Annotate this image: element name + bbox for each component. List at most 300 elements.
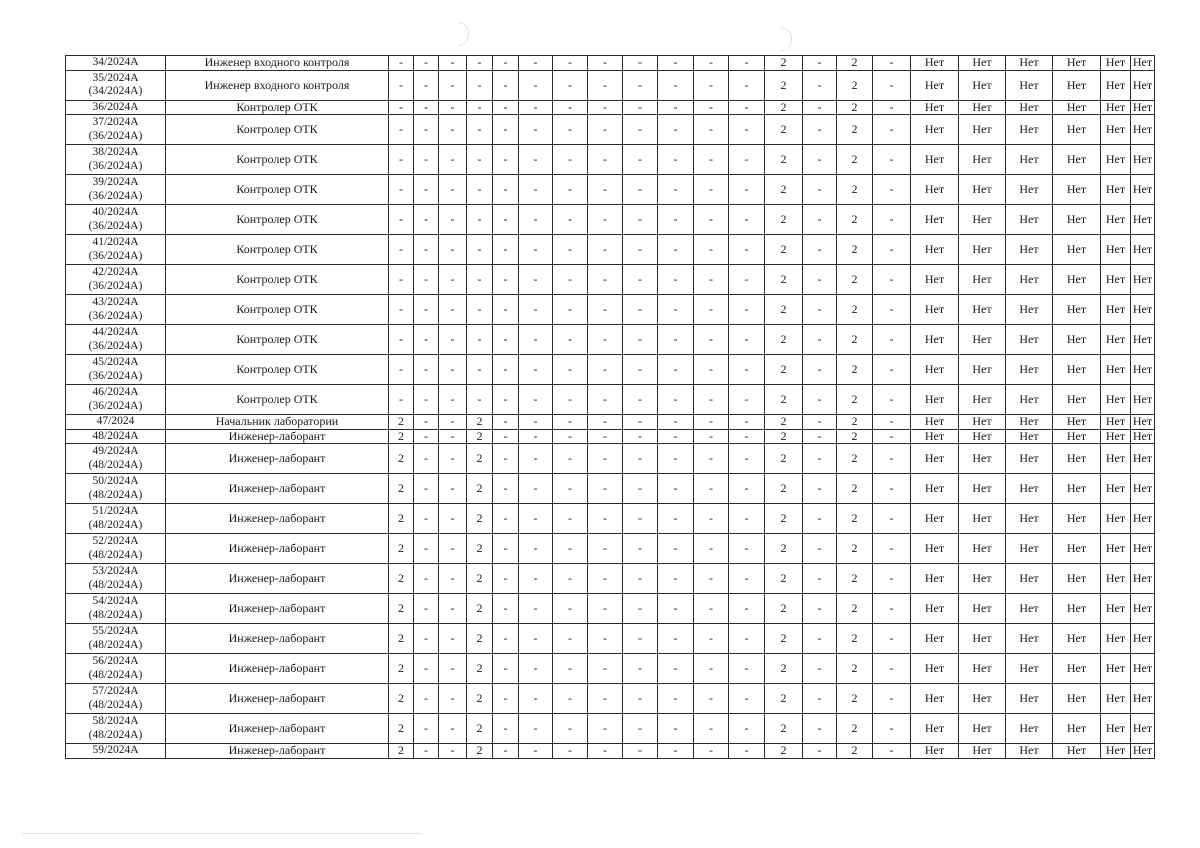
guarantee-flag-cell: Нет (1006, 534, 1053, 564)
hazard-class-cell: - (623, 744, 658, 759)
position-title-cell: Инженер-лаборант (166, 534, 389, 564)
punch-hole-mark (458, 22, 469, 46)
hazard-class-cell: - (519, 325, 553, 355)
hazard-class-cell: - (729, 385, 765, 415)
hazard-class-cell: - (658, 56, 694, 71)
hazard-class-cell: - (519, 175, 553, 205)
hazard-class-cell: - (467, 235, 493, 265)
hazard-class-cell: - (588, 624, 623, 654)
hazard-class-cell: - (414, 355, 439, 385)
hazard-class-cell: - (519, 56, 553, 71)
hazard-class-cell: - (729, 355, 765, 385)
guarantee-flag-cell: Нет (1101, 70, 1131, 100)
hazard-class-cell: - (803, 429, 837, 444)
hazard-class-cell: 2 (837, 100, 873, 115)
hazard-class-cell: 2 (837, 265, 873, 295)
hazard-class-cell: 2 (837, 235, 873, 265)
hazard-class-cell: - (729, 534, 765, 564)
hazard-class-cell: - (493, 115, 519, 145)
hazard-class-cell: - (873, 325, 911, 355)
guarantee-flag-cell: Нет (911, 415, 959, 430)
hazard-class-cell: - (873, 56, 911, 71)
guarantee-flag-cell: Нет (1006, 265, 1053, 295)
hazard-class-cell: - (493, 534, 519, 564)
hazard-class-cell: 2 (837, 70, 873, 100)
workplace-analog-number: (34/2024А) (88, 85, 143, 97)
guarantee-flag-cell: Нет (1101, 504, 1131, 534)
workplace-number: 41/2024А (92, 236, 139, 248)
guarantee-flag-cell: Нет (911, 474, 959, 504)
hazard-class-cell: - (623, 594, 658, 624)
guarantee-flag-cell: Нет (1006, 355, 1053, 385)
guarantee-flag-cell: Нет (1053, 70, 1101, 100)
hazard-class-cell: - (493, 145, 519, 175)
guarantee-flag-cell: Нет (959, 235, 1006, 265)
hazard-class-cell: - (873, 175, 911, 205)
position-title-cell: Инженер входного контроля (166, 56, 389, 71)
hazard-class-cell: - (553, 534, 588, 564)
hazard-class-cell: - (553, 100, 588, 115)
guarantee-flag-cell: Нет (911, 295, 959, 325)
hazard-class-cell: - (414, 265, 439, 295)
table-row (66, 444, 1155, 474)
hazard-class-cell: 2 (467, 714, 493, 744)
hazard-class-cell: - (439, 654, 467, 684)
guarantee-flag-cell: Нет (1131, 534, 1155, 564)
hazard-class-cell: - (467, 355, 493, 385)
table-row (66, 100, 1155, 115)
workplace-number-cell (66, 115, 166, 145)
hazard-class-cell: - (467, 175, 493, 205)
guarantee-flag-cell: Нет (1101, 115, 1131, 145)
guarantee-flag-cell: Нет (1101, 235, 1131, 265)
hazard-class-cell: - (873, 70, 911, 100)
guarantee-flag-cell: Нет (911, 70, 959, 100)
guarantee-flag-cell: Нет (1131, 115, 1155, 145)
workplace-number: 56/2024А (92, 655, 139, 667)
hazard-class-cell: 2 (837, 175, 873, 205)
hazard-class-cell: 2 (837, 474, 873, 504)
guarantee-flag-cell: Нет (1101, 684, 1131, 714)
hazard-class-cell: - (658, 355, 694, 385)
workplace-number-cell (66, 564, 166, 594)
hazard-class-cell: - (519, 415, 553, 430)
hazard-class-cell: - (493, 564, 519, 594)
guarantee-flag-cell: Нет (1006, 474, 1053, 504)
hazard-class-cell: - (694, 355, 729, 385)
guarantee-flag-cell: Нет (911, 654, 959, 684)
hazard-class-cell: - (729, 145, 765, 175)
hazard-class-cell: - (414, 295, 439, 325)
hazard-class-cell: - (694, 624, 729, 654)
hazard-class-cell: - (439, 235, 467, 265)
hazard-class-cell: - (414, 325, 439, 355)
guarantee-flag-cell: Нет (1131, 100, 1155, 115)
hazard-class-cell: - (729, 564, 765, 594)
hazard-class-cell: - (389, 295, 414, 325)
hazard-class-cell: - (803, 714, 837, 744)
hazard-class-cell: - (553, 295, 588, 325)
hazard-class-cell: - (873, 100, 911, 115)
hazard-class-cell: 2 (467, 594, 493, 624)
hazard-class-cell: 2 (837, 444, 873, 474)
guarantee-flag-cell: Нет (1131, 355, 1155, 385)
hazard-class-cell: - (493, 205, 519, 235)
hazard-class-cell: - (439, 295, 467, 325)
hazard-class-cell: - (414, 145, 439, 175)
workplace-number-cell (66, 654, 166, 684)
hazard-class-cell: - (588, 744, 623, 759)
hazard-class-cell: 2 (765, 205, 803, 235)
hazard-class-cell: - (439, 175, 467, 205)
hazard-class-cell: - (588, 325, 623, 355)
position-title-cell: Контролер ОТК (166, 115, 389, 145)
hazard-class-cell: - (694, 100, 729, 115)
hazard-class-cell: 2 (389, 714, 414, 744)
hazard-class-cell: - (623, 355, 658, 385)
guarantee-flag-cell: Нет (1053, 594, 1101, 624)
hazard-class-cell: - (519, 429, 553, 444)
hazard-class-cell: - (439, 624, 467, 654)
hazard-class-cell: - (623, 429, 658, 444)
hazard-class-cell: - (588, 295, 623, 325)
hazard-class-cell: - (467, 325, 493, 355)
hazard-class-cell: - (414, 415, 439, 430)
hazard-class-cell: - (623, 235, 658, 265)
workplace-number: 48/2024А (92, 429, 139, 442)
hazard-class-cell: - (519, 624, 553, 654)
hazard-class-cell: - (389, 235, 414, 265)
hazard-class-cell: - (729, 115, 765, 145)
table-row (66, 115, 1155, 145)
hazard-class-cell: - (873, 385, 911, 415)
hazard-class-cell: - (553, 325, 588, 355)
guarantee-flag-cell: Нет (1006, 444, 1053, 474)
hazard-class-cell: - (553, 594, 588, 624)
guarantee-flag-cell: Нет (959, 295, 1006, 325)
guarantee-flag-cell: Нет (1006, 70, 1053, 100)
hazard-class-cell: 2 (765, 534, 803, 564)
hazard-class-cell: - (493, 385, 519, 415)
hazard-class-cell: - (803, 295, 837, 325)
hazard-class-cell: - (588, 205, 623, 235)
hazard-class-cell: 2 (765, 265, 803, 295)
hazard-class-cell: - (588, 265, 623, 295)
hazard-class-cell: - (553, 444, 588, 474)
guarantee-flag-cell: Нет (1006, 684, 1053, 714)
hazard-class-cell: 2 (765, 684, 803, 714)
guarantee-flag-cell: Нет (1131, 714, 1155, 744)
hazard-class-cell: 2 (389, 504, 414, 534)
guarantee-flag-cell: Нет (959, 385, 1006, 415)
hazard-class-cell: - (623, 175, 658, 205)
hazard-class-cell: - (588, 444, 623, 474)
hazard-class-cell: - (467, 56, 493, 71)
hazard-class-cell: - (439, 56, 467, 71)
hazard-class-cell: - (414, 684, 439, 714)
position-title-cell: Контролер ОТК (166, 355, 389, 385)
hazard-class-cell: - (493, 325, 519, 355)
hazard-class-cell: - (803, 444, 837, 474)
hazard-class-cell: - (467, 385, 493, 415)
guarantee-flag-cell: Нет (1101, 429, 1131, 444)
workplace-number: 42/2024А (92, 266, 139, 278)
guarantee-flag-cell: Нет (959, 714, 1006, 744)
hazard-class-cell: - (623, 100, 658, 115)
guarantee-flag-cell: Нет (959, 624, 1006, 654)
guarantee-flag-cell: Нет (1006, 100, 1053, 115)
workplace-analog-number: (36/2024А) (88, 369, 143, 382)
hazard-class-cell: - (553, 474, 588, 504)
guarantee-flag-cell: Нет (1006, 325, 1053, 355)
hazard-class-cell: 2 (765, 594, 803, 624)
hazard-class-cell: 2 (765, 70, 803, 100)
hazard-class-cell: 2 (765, 744, 803, 759)
hazard-class-cell: - (658, 624, 694, 654)
table-row (66, 744, 1155, 759)
hazard-class-cell: 2 (837, 295, 873, 325)
hazard-class-cell: 2 (837, 624, 873, 654)
guarantee-flag-cell: Нет (1053, 175, 1101, 205)
hazard-class-cell: - (729, 100, 765, 115)
hazard-class-cell: - (729, 654, 765, 684)
hazard-class-cell: - (493, 100, 519, 115)
hazard-class-cell: - (729, 594, 765, 624)
guarantee-flag-cell: Нет (1006, 744, 1053, 759)
hazard-class-cell: - (553, 265, 588, 295)
hazard-class-cell: - (414, 594, 439, 624)
hazard-class-cell: 2 (765, 654, 803, 684)
hazard-class-cell: - (493, 654, 519, 684)
hazard-class-cell: - (519, 265, 553, 295)
workplace-number-cell (66, 444, 166, 474)
hazard-class-cell: 2 (837, 385, 873, 415)
guarantee-flag-cell: Нет (1101, 295, 1131, 325)
position-title-cell: Контролер ОТК (166, 145, 389, 175)
guarantee-flag-cell: Нет (959, 654, 1006, 684)
hazard-class-cell: 2 (837, 145, 873, 175)
workplace-number-cell (66, 594, 166, 624)
guarantee-flag-cell: Нет (959, 744, 1006, 759)
workplace-analog-number: (48/2024А) (88, 518, 143, 531)
guarantee-flag-cell: Нет (1101, 385, 1131, 415)
workplace-number-cell (66, 504, 166, 534)
hazard-class-cell: - (694, 429, 729, 444)
workplace-number: 36/2024А (92, 100, 139, 113)
workplace-number-cell (66, 100, 166, 115)
hazard-class-cell: - (658, 415, 694, 430)
hazard-class-cell: 2 (467, 654, 493, 684)
hazard-class-cell: - (553, 744, 588, 759)
hazard-class-cell: - (389, 205, 414, 235)
hazard-class-cell: - (588, 429, 623, 444)
hazard-class-cell: - (623, 205, 658, 235)
hazard-class-cell: - (658, 504, 694, 534)
hazard-class-cell: - (467, 205, 493, 235)
position-title-cell: Контролер ОТК (166, 235, 389, 265)
workplace-analog-number: (48/2024А) (88, 488, 143, 501)
hazard-class-cell: - (729, 624, 765, 654)
guarantee-flag-cell: Нет (959, 504, 1006, 534)
hazard-class-cell: - (729, 444, 765, 474)
guarantee-flag-cell: Нет (1006, 385, 1053, 415)
table-row (66, 564, 1155, 594)
table-row (66, 415, 1155, 430)
hazard-class-cell: - (729, 235, 765, 265)
hazard-class-cell: 2 (389, 684, 414, 714)
workplace-analog-number: (48/2024А) (88, 698, 143, 711)
hazard-class-cell: - (519, 205, 553, 235)
hazard-class-cell: - (414, 534, 439, 564)
hazard-class-cell: - (803, 385, 837, 415)
hazard-class-cell: - (623, 415, 658, 430)
hazard-class-cell: - (553, 654, 588, 684)
table-row (66, 474, 1155, 504)
hazard-class-cell: - (439, 205, 467, 235)
guarantee-flag-cell: Нет (1053, 444, 1101, 474)
guarantee-flag-cell: Нет (1006, 654, 1053, 684)
guarantee-flag-cell: Нет (1006, 295, 1053, 325)
hazard-class-cell: - (803, 355, 837, 385)
workplace-number: 57/2024А (92, 685, 139, 697)
guarantee-flag-cell: Нет (1053, 56, 1101, 71)
hazard-class-cell: - (519, 564, 553, 594)
hazard-class-cell: - (729, 295, 765, 325)
hazard-class-cell: - (803, 624, 837, 654)
hazard-class-cell: - (803, 504, 837, 534)
hazard-class-cell: 2 (389, 474, 414, 504)
hazard-class-cell: - (519, 295, 553, 325)
workplace-number-cell (66, 265, 166, 295)
workplace-number-cell (66, 355, 166, 385)
hazard-class-cell: - (389, 100, 414, 115)
workplace-number-cell (66, 325, 166, 355)
hazard-class-cell: - (519, 115, 553, 145)
hazard-class-cell: - (414, 444, 439, 474)
guarantee-flag-cell: Нет (959, 564, 1006, 594)
guarantee-flag-cell: Нет (911, 624, 959, 654)
guarantee-flag-cell: Нет (1131, 444, 1155, 474)
hazard-class-cell: - (519, 444, 553, 474)
hazard-class-cell: - (553, 684, 588, 714)
table-row (66, 654, 1155, 684)
hazard-class-cell: - (729, 415, 765, 430)
guarantee-flag-cell: Нет (1053, 504, 1101, 534)
guarantee-flag-cell: Нет (959, 145, 1006, 175)
hazard-class-cell: - (389, 385, 414, 415)
guarantee-flag-cell: Нет (959, 115, 1006, 145)
workplace-number: 50/2024А (92, 475, 139, 487)
table-row (66, 355, 1155, 385)
table-row (66, 235, 1155, 265)
hazard-class-cell: - (389, 265, 414, 295)
workplace-number: 47/2024 (96, 415, 135, 427)
workplace-assessment-table (65, 55, 1155, 759)
hazard-class-cell: - (623, 295, 658, 325)
hazard-class-cell: - (414, 175, 439, 205)
table-row (66, 325, 1155, 355)
workplace-number-cell (66, 205, 166, 235)
guarantee-flag-cell: Нет (1053, 295, 1101, 325)
hazard-class-cell: - (873, 415, 911, 430)
guarantee-flag-cell: Нет (911, 684, 959, 714)
hazard-class-cell: - (658, 70, 694, 100)
workplace-number: 58/2024А (92, 715, 139, 727)
table-row (66, 534, 1155, 564)
guarantee-flag-cell: Нет (1006, 235, 1053, 265)
hazard-class-cell: - (588, 235, 623, 265)
hazard-class-cell: 2 (467, 415, 493, 430)
hazard-class-cell: - (519, 474, 553, 504)
workplace-number: 43/2024А (92, 296, 139, 308)
guarantee-flag-cell: Нет (911, 504, 959, 534)
workplace-number-cell (66, 70, 166, 100)
hazard-class-cell: - (658, 100, 694, 115)
guarantee-flag-cell: Нет (1131, 744, 1155, 759)
hazard-class-cell: - (389, 325, 414, 355)
hazard-class-cell: - (873, 355, 911, 385)
guarantee-flag-cell: Нет (1101, 534, 1131, 564)
hazard-class-cell: - (588, 56, 623, 71)
hazard-class-cell: - (803, 56, 837, 71)
position-title-cell: Контролер ОТК (166, 100, 389, 115)
hazard-class-cell: - (658, 295, 694, 325)
hazard-class-cell: - (658, 474, 694, 504)
guarantee-flag-cell: Нет (1131, 474, 1155, 504)
workplace-analog-number: (36/2024А) (88, 399, 143, 412)
hazard-class-cell: 2 (765, 504, 803, 534)
hazard-class-cell: - (467, 115, 493, 145)
workplace-analog-number: (36/2024А) (88, 339, 143, 352)
guarantee-flag-cell: Нет (1053, 474, 1101, 504)
guarantee-flag-cell: Нет (1006, 415, 1053, 430)
guarantee-flag-cell: Нет (1006, 145, 1053, 175)
hazard-class-cell: - (873, 265, 911, 295)
hazard-class-cell: - (803, 654, 837, 684)
hazard-class-cell: - (414, 654, 439, 684)
hazard-class-cell: - (389, 70, 414, 100)
hazard-class-cell: - (588, 115, 623, 145)
guarantee-flag-cell: Нет (911, 325, 959, 355)
workplace-analog-number: (48/2024А) (88, 578, 143, 591)
hazard-class-cell: - (588, 415, 623, 430)
hazard-class-cell: - (414, 385, 439, 415)
workplace-number-cell (66, 175, 166, 205)
hazard-class-cell: - (694, 714, 729, 744)
hazard-class-cell: - (694, 70, 729, 100)
hazard-class-cell: - (658, 205, 694, 235)
hazard-class-cell: - (623, 265, 658, 295)
hazard-class-cell: - (694, 564, 729, 594)
hazard-class-cell: - (873, 744, 911, 759)
guarantee-flag-cell: Нет (959, 56, 1006, 71)
hazard-class-cell: - (623, 115, 658, 145)
hazard-class-cell: - (519, 744, 553, 759)
hazard-class-cell: 2 (467, 444, 493, 474)
guarantee-flag-cell: Нет (1053, 684, 1101, 714)
hazard-class-cell: 2 (837, 429, 873, 444)
guarantee-flag-cell: Нет (1053, 564, 1101, 594)
hazard-class-cell: 2 (389, 744, 414, 759)
hazard-class-cell: - (439, 504, 467, 534)
hazard-class-cell: 2 (765, 100, 803, 115)
hazard-class-cell: 2 (837, 684, 873, 714)
guarantee-flag-cell: Нет (1101, 624, 1131, 654)
hazard-class-cell: - (729, 504, 765, 534)
hazard-class-cell: - (553, 504, 588, 534)
hazard-class-cell: - (493, 684, 519, 714)
position-title-cell: Инженер-лаборант (166, 684, 389, 714)
